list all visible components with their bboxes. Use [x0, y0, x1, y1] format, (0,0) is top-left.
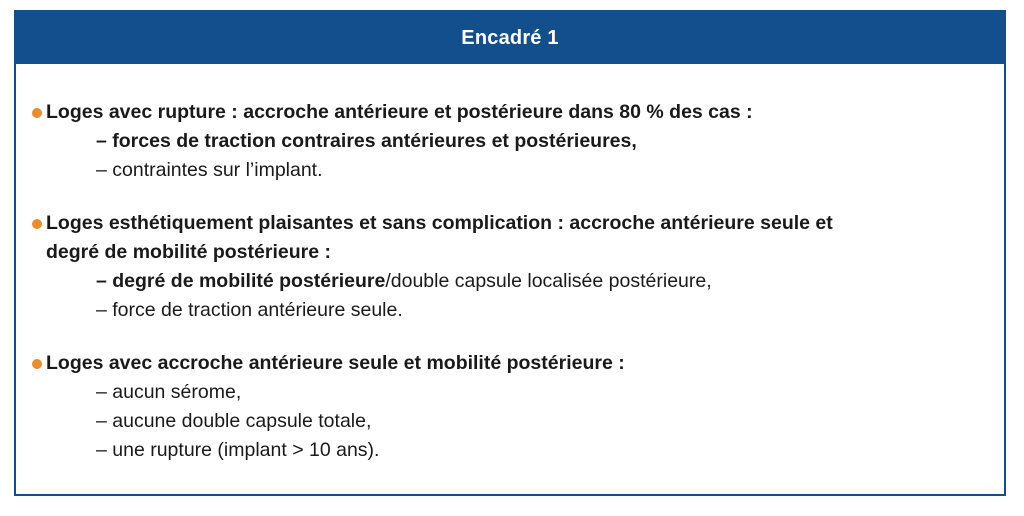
- sub-item-bold: – forces de traction contraires antérieures et postérieures,: [96, 130, 637, 152]
- sub-item: [32, 127, 1004, 156]
- box-body: [16, 64, 1004, 465]
- sub-item: [32, 156, 1004, 185]
- section-heading: [32, 349, 1004, 378]
- sub-item: [32, 378, 1004, 407]
- bullet-icon: [32, 108, 42, 118]
- bullet-icon: [32, 219, 42, 229]
- sub-item: [32, 436, 1004, 465]
- sub-item-text: – force de traction antérieure seule.: [96, 299, 403, 321]
- section-heading: [32, 98, 1004, 127]
- sub-item-bold: – degré de mobilité postérieure: [96, 270, 386, 292]
- section-esthetique: [32, 209, 1004, 325]
- sub-item-text: – contraintes sur l’implant.: [96, 159, 323, 181]
- sub-item: [32, 296, 1004, 325]
- sub-item: [32, 267, 1004, 296]
- encadre-box: [14, 10, 1006, 496]
- section-mobilite: [32, 349, 1004, 465]
- sub-item: [32, 407, 1004, 436]
- sub-item-text: – aucune double capsule totale,: [96, 410, 372, 432]
- heading-line: Loges esthétiquement plaisantes et sans complication : accroche antérieure seule et: [46, 212, 833, 234]
- sub-item-text: – une rupture (implant > 10 ans).: [96, 439, 380, 461]
- heading-line: Loges avec accroche antérieure seule et mobilité postérieure :: [46, 352, 625, 374]
- sub-item-text: /double capsule localisée postérieure,: [385, 270, 712, 292]
- box-title: Encadré 1: [16, 12, 1004, 64]
- bullet-icon: [32, 359, 42, 369]
- section-heading: [32, 209, 1004, 267]
- heading-line: Loges avec rupture : accroche antérieure et postérieure dans 80 % des cas :: [46, 101, 753, 123]
- sub-item-text: – aucun sérome,: [96, 381, 242, 403]
- section-rupture: [32, 98, 1004, 185]
- heading-line: degré de mobilité postérieure :: [46, 241, 331, 263]
